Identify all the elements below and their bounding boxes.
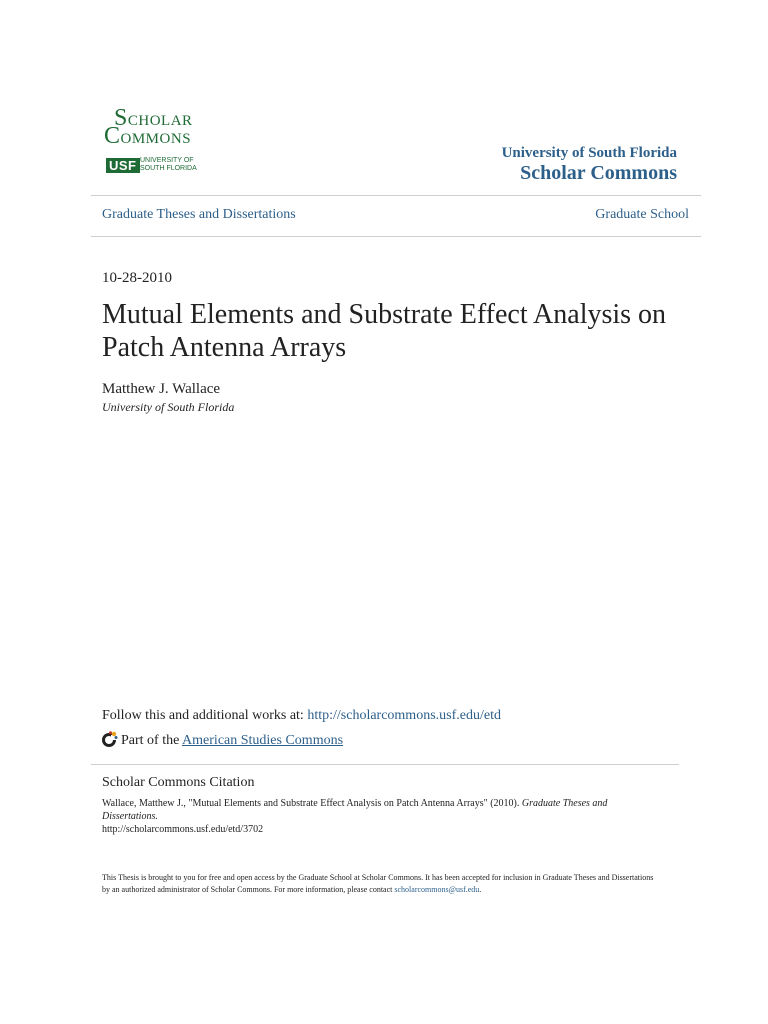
logo-commons-text: COMMONS [104,123,192,149]
header-divider [91,195,701,196]
nav-divider [91,236,701,237]
follow-label: Follow this and additional works at: [102,708,308,723]
citation-text: Wallace, Matthew J., "Mutual Elements and Substrate Effect Analysis on Patch Antenna Arrays" (2010). Graduate Theses and Dissertations. [102,798,608,822]
logo-university-text: UNIVERSITY OF SOUTH FLORIDA [140,157,197,172]
american-studies-commons-link[interactable]: American Studies Commons [182,733,344,748]
nav-link-theses[interactable]: Graduate Theses and Dissertations [102,207,296,222]
citation-divider [91,764,679,765]
commons-network-icon [102,731,118,747]
part-of-line [102,731,343,749]
part-of-label: Part of the [121,733,183,748]
header-university[interactable]: University of South Florida [501,145,677,161]
logo-scholar-text: SCHOLAR [114,105,193,131]
nav-link-graduate-school[interactable]: Graduate School [595,207,689,222]
document-affiliation: University of South Florida [102,400,235,414]
follow-line [102,708,501,724]
citation-heading: Scholar Commons Citation [102,775,255,790]
header-scholar-commons[interactable]: Scholar Commons [520,162,677,184]
logo-usf-badge: USF [106,158,140,173]
contact-email-link[interactable]: scholarcommons@usf.edu [394,885,480,894]
footer-notice: This Thesis is brought to you for free and open access by the Graduate School at Scholar Commons. It has been accepted for inclusion in Graduate Theses and Dissertations by an authorized administrator of Scholar Commons. For more information, please contact scholarcommons@usf.edu. [102,873,654,894]
document-author: Matthew J. Wallace [102,381,221,397]
citation-url[interactable]: http://scholarcommons.usf.edu/etd/3702 [102,824,264,835]
follow-url-link[interactable]: http://scholarcommons.usf.edu/etd [307,708,501,723]
document-date: 10-28-2010 [102,270,172,286]
scholar-commons-logo [104,105,214,178]
document-title: Mutual Elements and Substrate Effect Analysis on Patch Antenna Arrays [102,299,667,363]
